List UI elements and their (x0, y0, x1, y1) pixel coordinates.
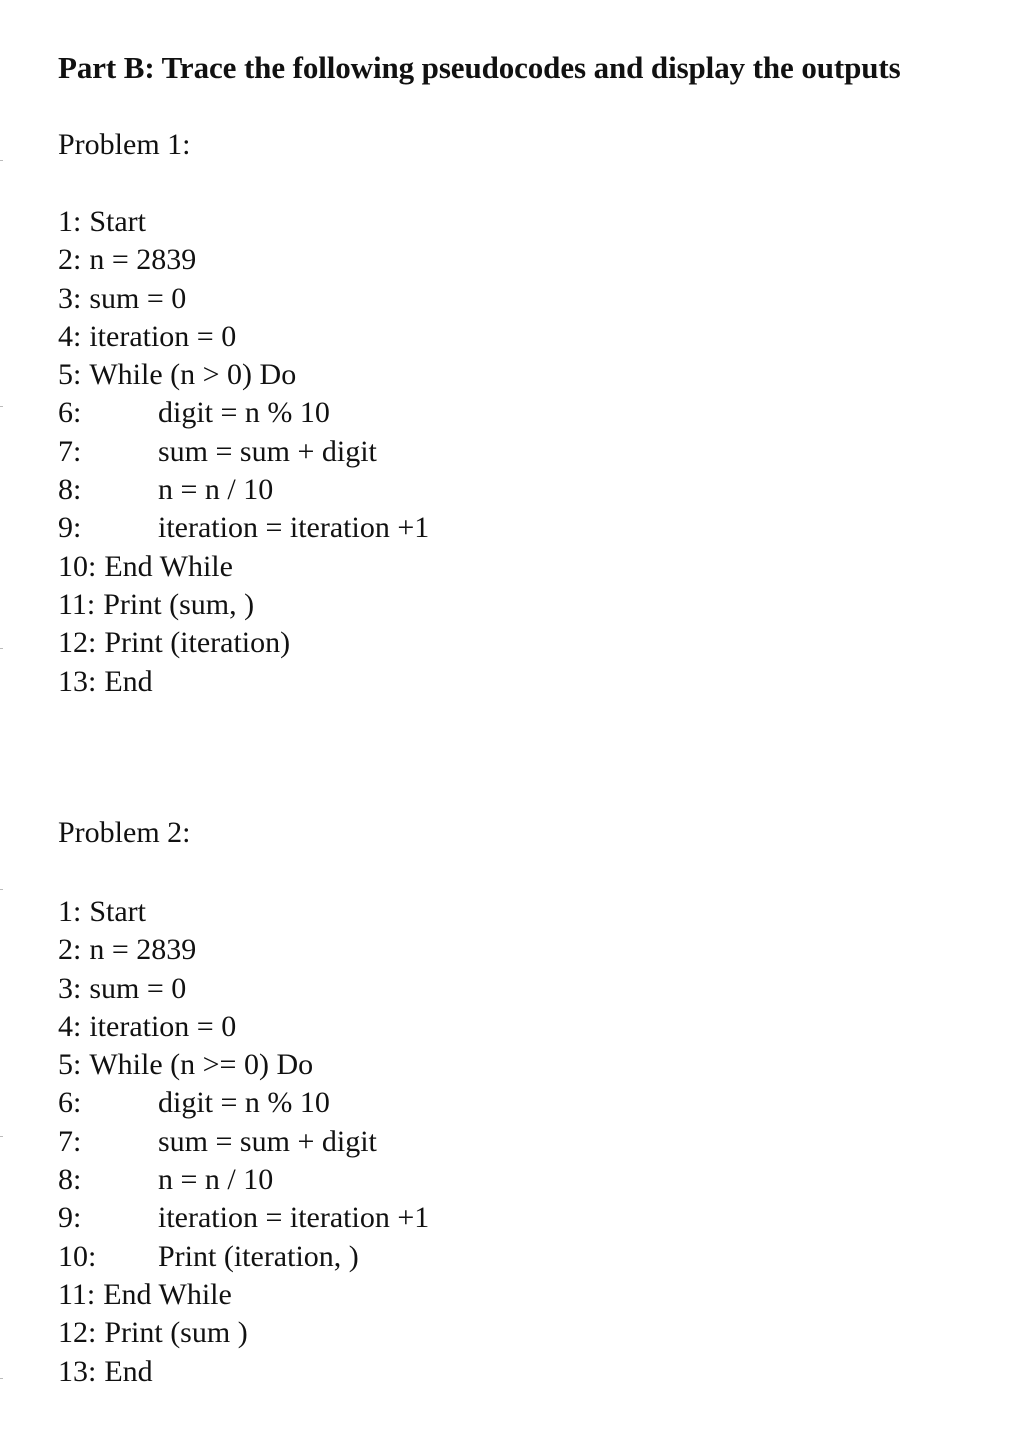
code-statement: iteration = iteration +1 (158, 511, 430, 545)
code-statement: sum = 0 (89, 281, 187, 315)
code-line (58, 1123, 429, 1161)
code-line (58, 970, 429, 1008)
line-number: 5: (58, 1048, 82, 1082)
code-statement: digit = n % 10 (158, 396, 330, 430)
code-statement: End (104, 1354, 153, 1388)
line-number: 3: (58, 281, 82, 315)
line-number: 5: (58, 358, 82, 392)
code-statement: Start (89, 895, 147, 928)
code-line (58, 203, 429, 241)
code-statement: While (n > 0) Do (89, 358, 297, 392)
line-number: 13: (58, 1354, 97, 1388)
line-number: 11: (58, 1277, 96, 1311)
code-statement: n = n / 10 (158, 1163, 274, 1197)
code-statement: digit = n % 10 (158, 1086, 330, 1120)
section-heading: Part B: Trace the following pseudocodes and display the outputs (58, 50, 901, 85)
line-number: 13: (58, 664, 97, 698)
code-statement: Print (iteration, ) (158, 1239, 359, 1273)
code-statement: iteration = iteration +1 (158, 1201, 430, 1235)
line-number: 8: (58, 1163, 82, 1197)
code-line (58, 471, 429, 509)
code-statement: iteration = 0 (89, 1009, 237, 1043)
code-statement: While (n >= 0) Do (89, 1048, 314, 1082)
code-line (58, 241, 429, 279)
code-line (58, 1276, 429, 1314)
line-number: 2: (58, 243, 82, 277)
code-statement: Print (sum ) (104, 1316, 248, 1350)
line-number: 9: (58, 1201, 82, 1235)
problem-1-pseudocode (58, 203, 429, 701)
scan-edge-mark (0, 648, 3, 649)
line-number: 7: (58, 434, 82, 468)
line-number: 6: (58, 1086, 82, 1120)
problem-2-title: Problem 2: (58, 816, 191, 849)
scan-edge-mark (0, 1136, 3, 1137)
problem-1-title: Problem 1: (58, 128, 191, 161)
code-line (58, 548, 429, 586)
code-statement: End (104, 664, 153, 698)
problem-2-pseudocode (58, 893, 429, 1391)
code-line (58, 509, 429, 547)
code-statement: iteration = 0 (89, 319, 237, 353)
line-number: 1: (58, 895, 82, 928)
code-statement: End While (104, 549, 233, 583)
code-line (58, 280, 429, 318)
code-line (58, 433, 429, 471)
scan-edge-mark (0, 889, 3, 890)
code-line (58, 893, 429, 931)
line-number: 12: (58, 1316, 97, 1350)
line-number: 11: (58, 587, 96, 621)
line-number: 4: (58, 319, 82, 353)
code-line (58, 1314, 429, 1352)
line-number: 3: (58, 971, 82, 1005)
code-line (58, 394, 429, 432)
code-line (58, 931, 429, 969)
code-statement: n = n / 10 (158, 473, 274, 507)
code-line (58, 1084, 429, 1122)
code-statement: End While (103, 1277, 232, 1311)
scan-edge-mark (0, 406, 3, 407)
code-statement: sum = 0 (89, 971, 187, 1005)
code-statement: Start (89, 205, 147, 238)
line-number: 2: (58, 933, 82, 967)
code-statement: Print (sum, ) (103, 587, 255, 621)
code-line (58, 586, 429, 624)
code-statement: sum = sum + digit (158, 434, 377, 468)
line-number: 8: (58, 473, 82, 507)
code-line (58, 1161, 429, 1199)
scan-edge-mark (0, 160, 3, 161)
code-line (58, 1238, 429, 1276)
line-number: 10: (58, 549, 97, 583)
code-line (58, 356, 429, 394)
line-number: 4: (58, 1009, 82, 1043)
line-number: 6: (58, 396, 82, 430)
line-number: 12: (58, 626, 97, 660)
line-number: 1: (58, 205, 82, 238)
code-line (58, 318, 429, 356)
code-statement: Print (iteration) (104, 626, 291, 660)
code-line (58, 1046, 429, 1084)
code-statement: sum = sum + digit (158, 1124, 377, 1158)
code-line (58, 624, 429, 662)
code-line (58, 1008, 429, 1046)
line-number: 7: (58, 1124, 82, 1158)
code-line (58, 1353, 429, 1391)
code-statement: n = 2839 (89, 933, 197, 967)
line-number: 10: (58, 1239, 97, 1273)
code-line (58, 1199, 429, 1237)
line-number: 9: (58, 511, 82, 545)
code-line (58, 663, 429, 701)
code-statement: n = 2839 (89, 243, 197, 277)
scan-edge-mark (0, 1378, 3, 1379)
